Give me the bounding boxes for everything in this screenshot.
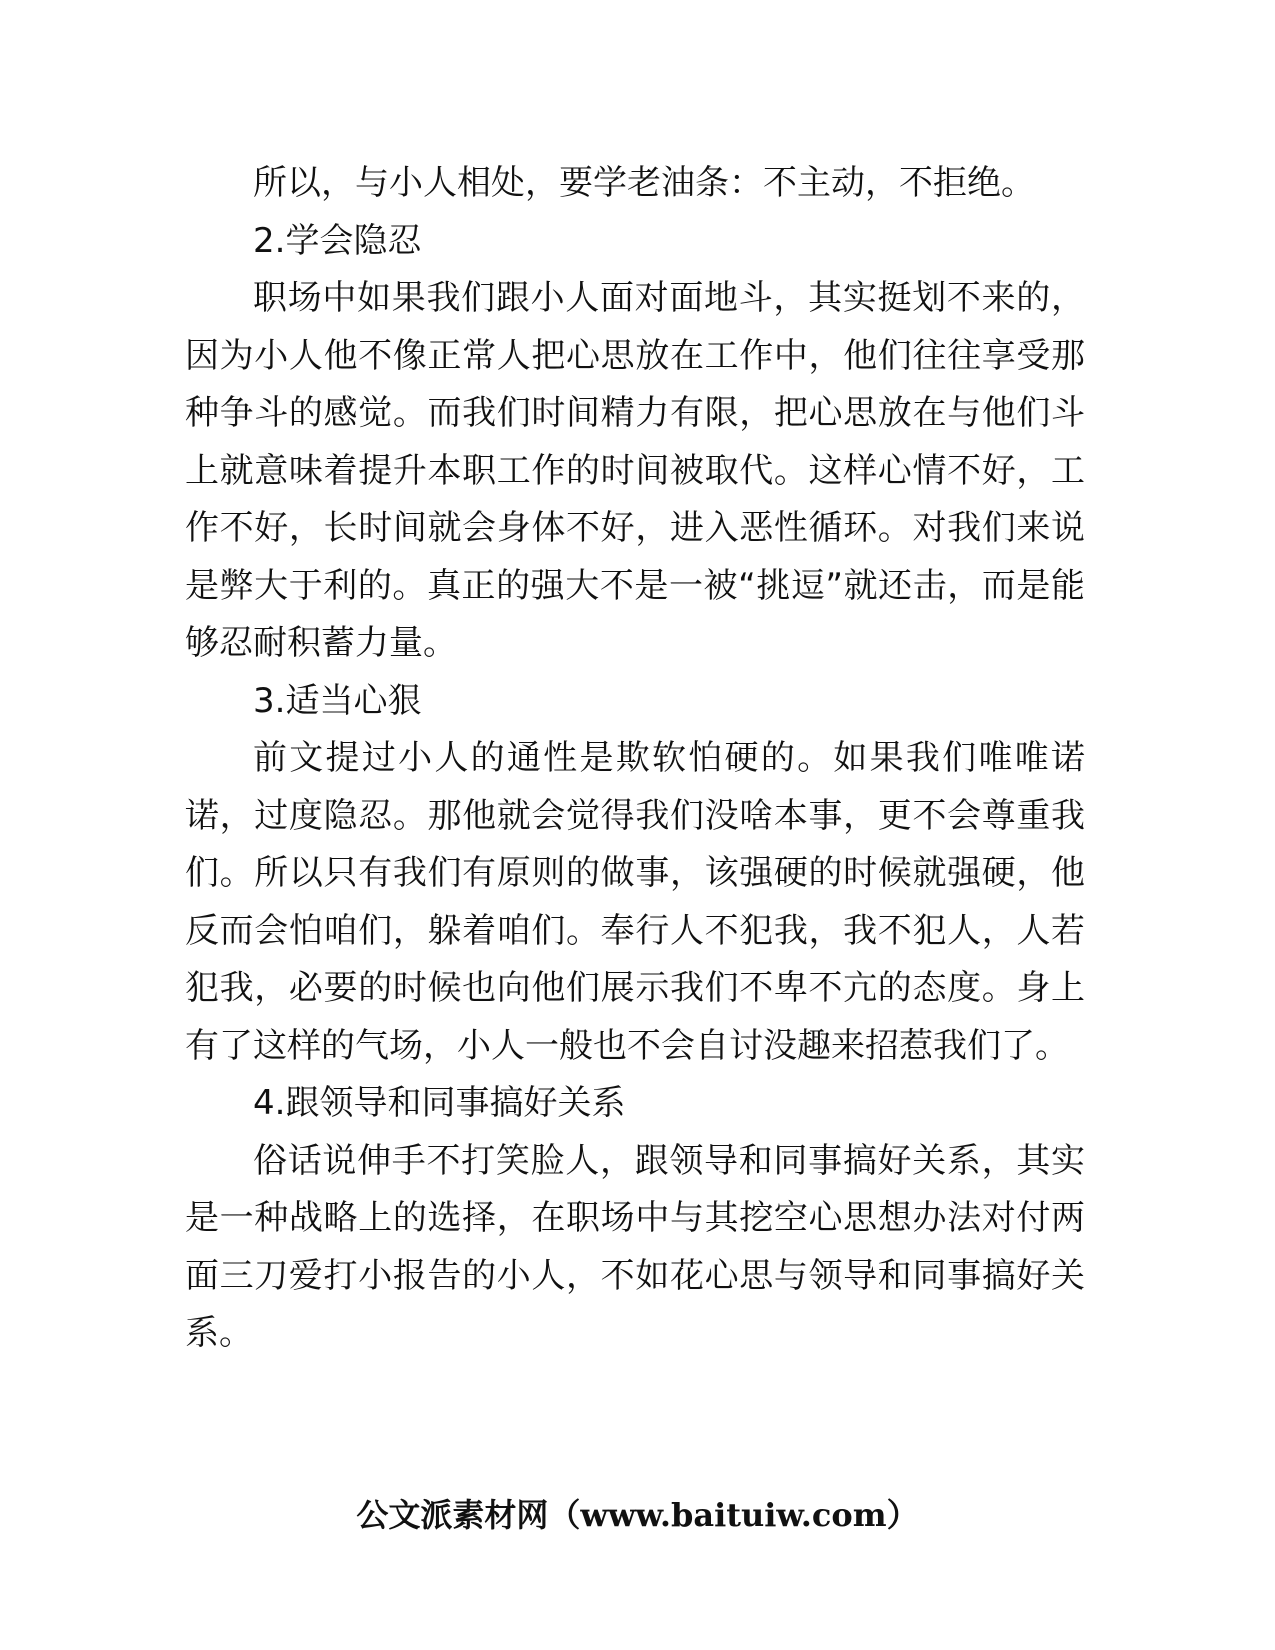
paragraph-conclusion: 所以，与小人相处，要学老油条：不主动，不拒绝。 — [253, 163, 1035, 203]
section-heading-3: 3.适当心狠 — [253, 680, 422, 721]
paragraph-section-4: 俗话说伸手不打笑脸人，跟领导和同事搞好关系，其实是一种战略上的选择，在职场中与其挖空心思想办法对付两面三刀爱打小报告的小人，不如花心思与领导和同事搞好关系。 — [185, 1140, 1085, 1353]
page-footer-watermark: 公文派素材网（www.baituiw.com） — [356, 1496, 919, 1534]
paragraph-section-3: 前文提过小人的通性是欺软怕硬的。如果我们唯唯诺诺，过度隐忍。那他就会觉得我们没啥本事，更不会尊重我们。所以只有我们有原则的做事，该强硬的时候就强硬，他反而会怕咱们，躲着咱们。奉行人不犯我，我不犯人，人若犯我，必要的时候也向他们展示我们不卑不亢的态度。身上有了这样的气场，小人一般也不会自讨没趣来招惹我们了。 — [185, 738, 1085, 1066]
section-heading-4: 4.跟领导和同事搞好关系 — [253, 1083, 626, 1123]
section-heading-2: 2.学会隐忍 — [253, 220, 422, 261]
document-body — [185, 155, 1085, 1363]
paragraph-section-2: 职场中如果我们跟小人面对面地斗，其实挺划不来的，因为小人他不像正常人把心思放在工作中，他们往往享受那种争斗的感觉。而我们时间精力有限，把心思放在与他们斗上就意味着提升本职工作的时间被取代。这样心情不好，工作不好，长时间就会身体不好，进入恶性循环。对我们来说是弊大于利的。真正的强大不是一被“挑逗”就还击，而是能够忍耐积蓄力量。 — [185, 278, 1085, 663]
